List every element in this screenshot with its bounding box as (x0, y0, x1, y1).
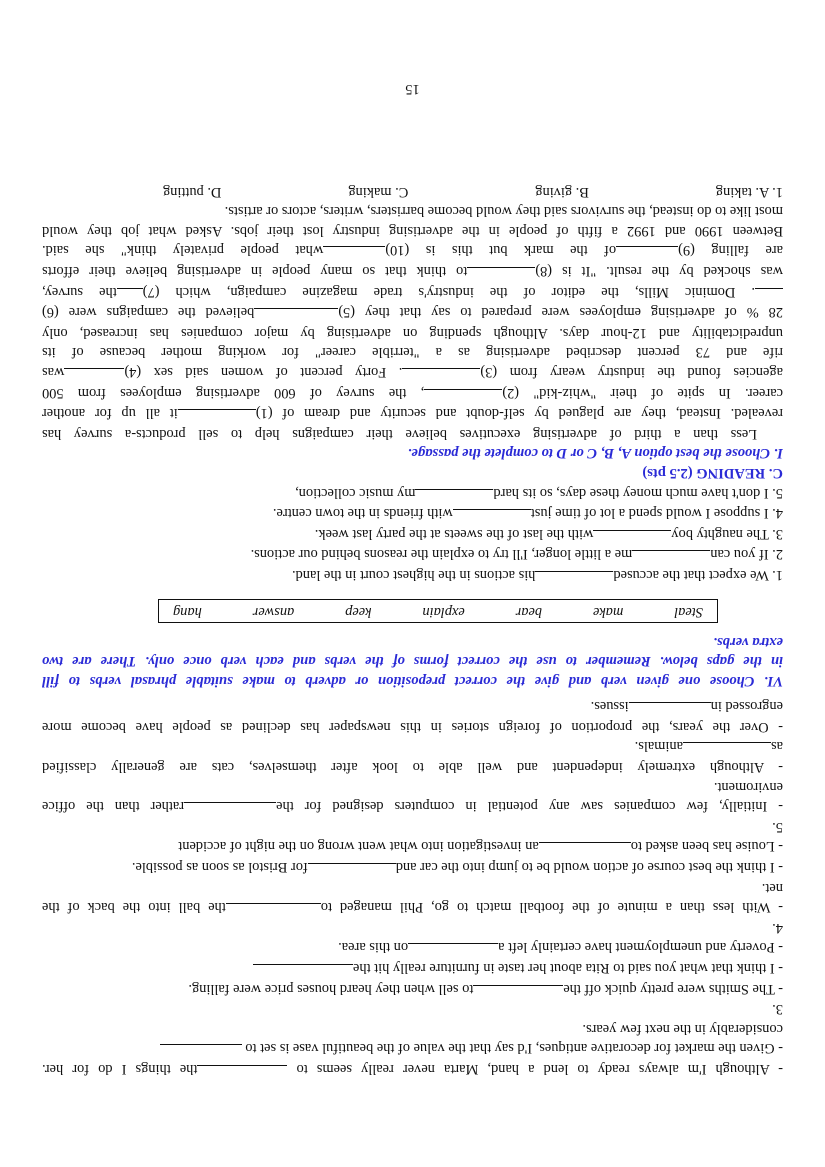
page-number: 15 (405, 81, 420, 97)
passage-line: rife and 73 percent described advertising as a "terrible career" for working mother because of its (42, 344, 783, 361)
text-line: - Poverty and unemployment have certainly left aon this area. (338, 939, 783, 956)
answer-blank[interactable] (402, 368, 480, 382)
question-line: 2. If you canme a little longer, I'll try to explain the reasons behind our actions. (250, 546, 783, 563)
text-line: - The Smiths were pretty quick off theto sell when they heard houses price were falling. (188, 980, 783, 997)
answer-blank[interactable] (308, 863, 396, 877)
question-line: 1. We expect that the accusedhis actions in the highest court in the land. (292, 566, 783, 583)
answer-options (163, 181, 783, 201)
answer-blank[interactable] (424, 389, 502, 403)
text-line: enviroment. (713, 778, 783, 795)
answer-blank[interactable] (117, 288, 143, 302)
option-d[interactable]: D. putting (163, 183, 222, 200)
verb-item: make (592, 603, 624, 620)
answer-blank[interactable] (632, 550, 710, 564)
task-instruction: I. Choose the best option A, B, C or D to complete the passage. (407, 445, 783, 462)
answer-blank[interactable] (629, 702, 711, 716)
passage-line: career. In spite of their "whiz-kid" (2), the survey of 600 advertising employees from 500 (42, 384, 783, 401)
question-number: 5. (772, 818, 783, 835)
question-line: 5. I don't have much money these days, so its hardmy music collection, (295, 484, 783, 501)
answer-blank[interactable] (467, 267, 535, 281)
option-a[interactable]: 1. A. taking (715, 183, 783, 200)
passage-line: Between 1990 and 1992 a fifth of people in the advertising industry lost their jobs. Asked what job they would (42, 222, 783, 239)
answer-blank[interactable] (616, 246, 678, 260)
text-line: - Although extremely independent and well able to look after themselves, cats are generally classified (42, 759, 783, 776)
verb-item: keep (345, 603, 372, 620)
answer-blank[interactable] (226, 903, 321, 917)
page-content (42, 181, 783, 1079)
answer-blank[interactable] (253, 964, 353, 978)
answer-blank[interactable] (254, 308, 338, 322)
text-line: engrossed inissues. (590, 698, 783, 715)
answer-blank[interactable] (197, 1065, 287, 1079)
text-line: - Although I'm always ready to lend a hand, Marta never really seems to the things I do for her. (42, 1061, 783, 1077)
passage-line: are falling (9)of the mark but this is (10)what people privately think" she said. (42, 242, 783, 259)
verb-item: hang (173, 603, 202, 620)
question-number: 3. (772, 1001, 783, 1018)
verb-item: bear (515, 603, 543, 620)
task-instruction: in the gaps below. Remember to use the correct forms of the verbs and each verb once only. There are two (42, 653, 783, 670)
answer-blank[interactable] (64, 368, 124, 382)
text-line: - With less than a minute of the football match to go, Phil managed tothe ball into the back of the (42, 899, 783, 916)
answer-blank[interactable] (408, 943, 498, 957)
verb-item: explain (422, 603, 465, 620)
passage-line: was shocked by the result. "It is (8)to think that so many people in advertising believe their efforts (42, 263, 783, 280)
answer-blank[interactable] (323, 246, 385, 260)
answer-blank[interactable] (184, 802, 276, 816)
text-line: - Given the market for decorative antiques, I'd say that the value of the beautiful vase is set to (42, 1038, 783, 1059)
question-number: 4. (772, 919, 783, 936)
answer-blank[interactable] (539, 842, 631, 856)
text-line: asanimals. (634, 738, 783, 755)
task-instruction: VI. Choose one given verb and give the correct preposition or adverb to make suitable phrasal verbs to fill (42, 672, 783, 689)
answer-blank[interactable] (453, 509, 531, 523)
passage-line: most like to do instead, the survivors said they would become barristers, writers, actors or artists. (224, 203, 783, 220)
answer-blank[interactable] (473, 985, 563, 999)
answer-blank[interactable] (160, 1044, 242, 1058)
text-line: - Over the years, the proportion of foreign stories in this newspaper has declined as people have become more (42, 718, 783, 735)
text-line: - Louise has been asked toan investigation into what went wrong on the night of accident (178, 838, 783, 855)
answer-blank[interactable] (535, 571, 613, 585)
answer-blank[interactable] (178, 409, 256, 423)
option-b[interactable]: B. giving (535, 183, 589, 200)
section-heading: C. READING (2.5 pts) (642, 464, 783, 481)
answer-blank[interactable] (755, 288, 783, 302)
text-line: - I think the best course of action would be to jump into the car andfor Bristol as soon as possible. (131, 859, 783, 876)
verb-box (158, 599, 718, 623)
option-c[interactable]: C. making (348, 183, 409, 200)
verb-item: Steal (674, 603, 703, 620)
passage-line: Less than a third of advertising executives believe their campaigns help to sell products-a survey has (42, 425, 757, 442)
text-line: - Initially, few companies saw any potential in computers designed for therather than the office (42, 798, 783, 815)
passage-line: revealed. Instead, they are plagued by self-doubt and security and dream of (1)it all up for another (42, 405, 783, 422)
text-line: net. (761, 879, 783, 896)
passage-line: . Dominic Mills, the editor of the industry's trade magazine campaign, which (7)the survey, (42, 281, 783, 302)
passage-line: agencies found the industry weary from (3). Forty percent of women said sex (4)was (42, 364, 783, 380)
task-instruction: extra verbs. (713, 633, 783, 650)
passage-line: 28 % of advertising employees were prepared to say that they (5)believed the campaigns were (6) (42, 304, 783, 321)
question-line: 4. I suppose I would spend a lot of time justwith friends in the town centre. (272, 505, 783, 522)
passage-line: unpredictability and 12-hour days. Although spending on advertising by major companies has increased, only (42, 324, 783, 341)
answer-blank[interactable] (415, 489, 493, 503)
answer-blank[interactable] (683, 743, 771, 757)
text-line: - I think that what you said to Rita about her taste in furniture really hit the (42, 957, 783, 978)
text-line: considerably in the next few years. (582, 1020, 783, 1037)
question-line: 3. The naughty boywith the last of the sweets at the party last week. (314, 525, 783, 542)
verb-item: answer (252, 603, 295, 620)
answer-blank[interactable] (593, 530, 671, 544)
